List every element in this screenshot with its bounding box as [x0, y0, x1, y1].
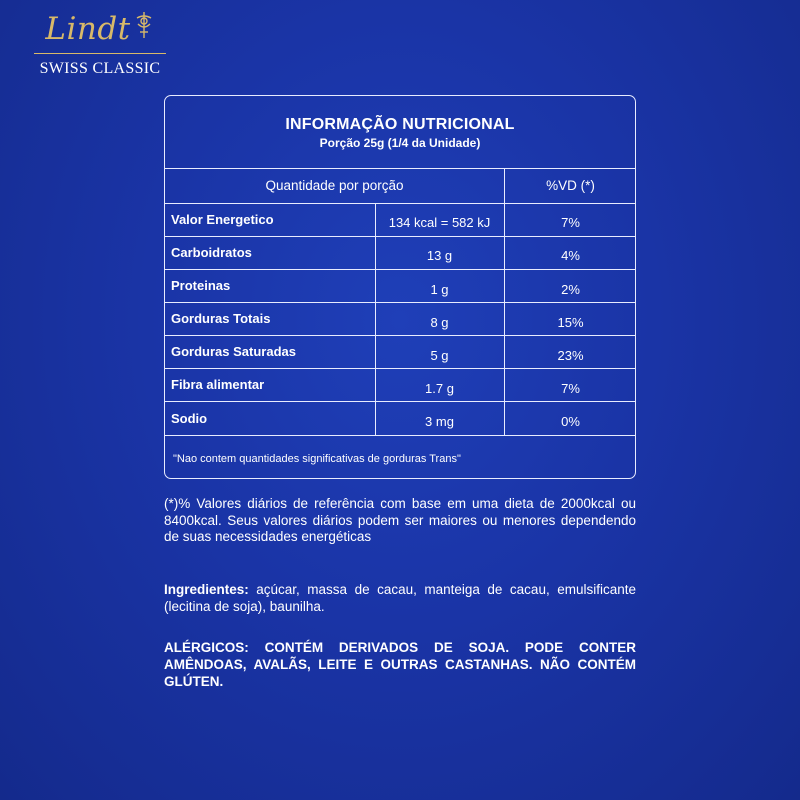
row-label: Fibra alimentar: [171, 377, 265, 392]
trans-fat-footnote: "Nao contem quantidades significativas de gorduras Trans": [173, 453, 461, 465]
row-label: Valor Energetico: [171, 212, 274, 227]
row-quantity: 3 mg: [425, 414, 454, 429]
nutrition-title: INFORMAÇÃO NUTRICIONAL: [285, 116, 515, 133]
allergens-line: GLÚTEN.: [164, 674, 224, 689]
table-divider: [165, 302, 635, 303]
ingredients-text: açúcar, massa de cacau, manteiga de cacau, emulsificante (lecitina de soja), baunilha.: [164, 582, 636, 614]
row-label: Gorduras Totais: [171, 311, 271, 326]
table-divider: [165, 168, 635, 169]
row-vd: 15%: [557, 315, 584, 330]
row-quantity: 13 g: [426, 248, 453, 263]
nutrition-portion: Porção 25g (1/4 da Unidade): [319, 136, 481, 150]
crest-icon: [133, 10, 155, 49]
lindt-logo: [34, 10, 166, 78]
header-vd: %VD (*): [546, 178, 595, 193]
daily-values-note: (*)% Valores diários de referência com base em uma dieta de 2000kcal ou 8400kcal. Seus valores diários podem ser maiores ou menores dependendo de suas necessidades energéticas: [164, 496, 636, 544]
row-label: Carboidratos: [171, 245, 252, 260]
row-quantity: 8 g: [430, 315, 449, 330]
brand-name: Lindt: [45, 11, 131, 47]
row-label: Sodio: [171, 411, 208, 426]
ingredients-label: Ingredientes:: [164, 582, 249, 597]
table-divider: [165, 435, 635, 436]
row-quantity: 134 kcal = 582 kJ: [388, 215, 491, 230]
row-vd: 0%: [561, 414, 580, 429]
allergens-line: ALÉRGICOS: CONTÉM DERIVADOS DE SOJA. PODE CONTER: [164, 640, 636, 655]
table-divider: [165, 203, 635, 204]
brand-subtitle: SWISS CLASSIC: [39, 60, 161, 77]
header-quantity: Quantidade por porção: [265, 178, 404, 193]
row-vd: 7%: [561, 381, 580, 396]
table-divider: [165, 401, 635, 402]
nutrition-table: [164, 95, 636, 479]
row-quantity: 1.7 g: [425, 381, 454, 396]
row-vd: 4%: [561, 248, 580, 263]
row-label: Proteinas: [171, 278, 231, 293]
row-vd: 2%: [561, 282, 580, 297]
logo-divider: [34, 53, 166, 54]
table-divider: [165, 335, 635, 336]
row-vd: 7%: [561, 215, 580, 230]
row-vd: 23%: [557, 348, 584, 363]
ingredients: [164, 582, 636, 615]
row-quantity: 5 g: [430, 348, 449, 363]
table-divider: [165, 368, 635, 369]
row-label: Gorduras Saturadas: [171, 344, 296, 359]
table-divider: [165, 236, 635, 237]
row-quantity: 1 g: [430, 282, 449, 297]
column-divider: [504, 168, 505, 435]
table-divider: [165, 269, 635, 270]
allergens-line: AMÊNDOAS, AVALÃS, LEITE E OUTRAS CASTANHAS. NÃO CONTÉM: [164, 657, 636, 672]
